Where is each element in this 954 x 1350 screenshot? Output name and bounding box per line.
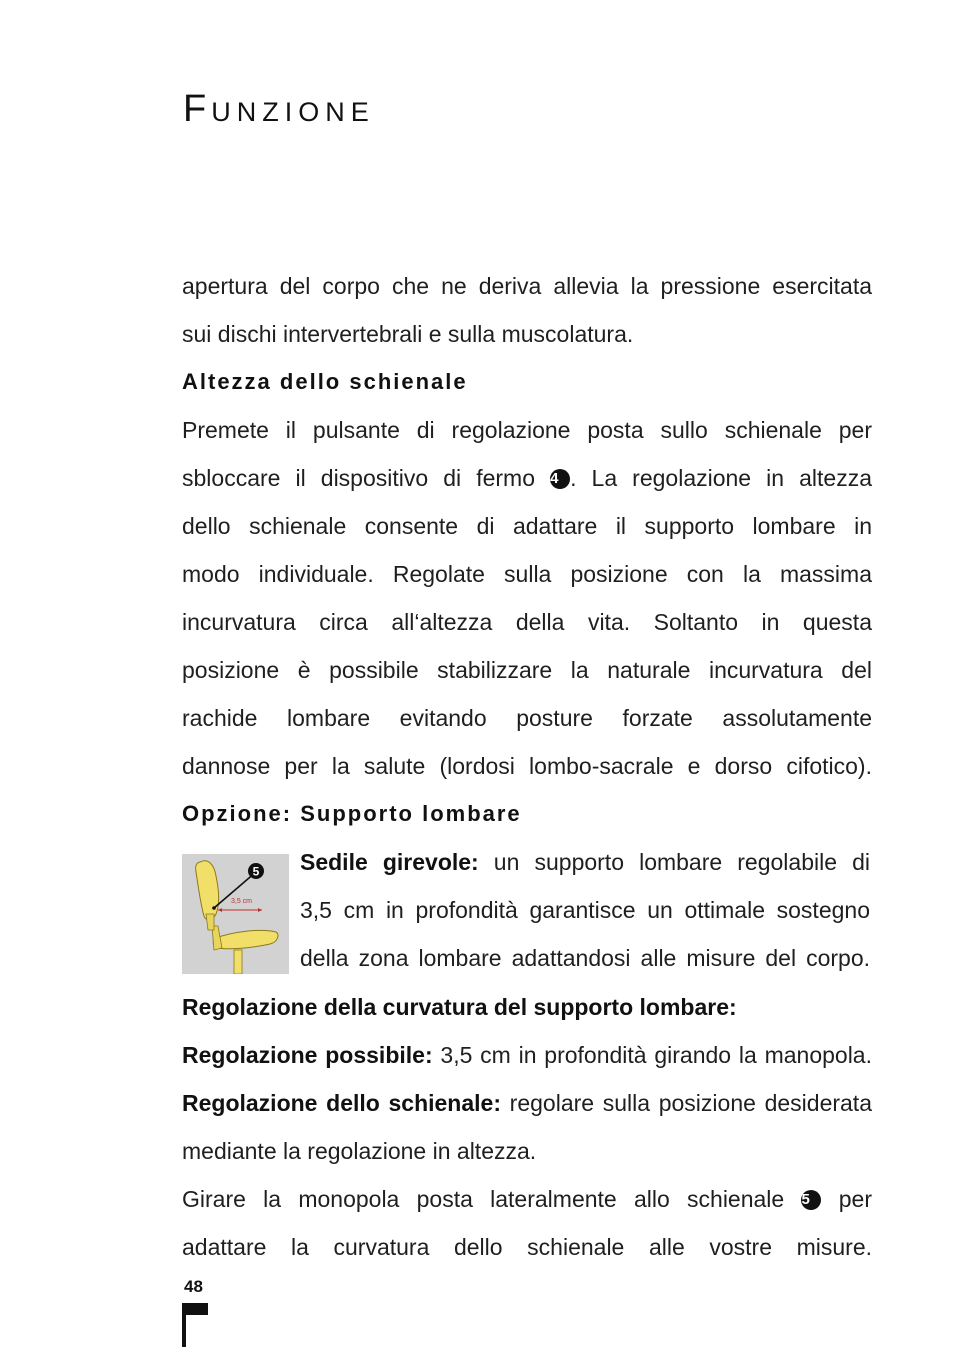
circled-number-5-icon: 5 [252, 864, 260, 879]
corner-mark [182, 1303, 186, 1347]
paragraph-line: rachide lombare evitando posture forzate assolutamente [182, 705, 872, 731]
paragraph-line-swivel [300, 847, 870, 877]
title-initial: F [183, 88, 212, 130]
paragraph-line-knob [182, 1184, 872, 1214]
circled-number-5-icon: 5 [801, 1190, 821, 1210]
paragraph-line: dello schienale consente di adattare il supporto lombare in [182, 513, 872, 539]
section-heading-lumbar-support: Opzione: Supporto lombare [182, 801, 522, 826]
paragraph-line: della zona lombare adattandosi alle misure del corpo. [300, 945, 870, 971]
text-span: per [838, 1186, 872, 1212]
section-heading-backrest-height: Altezza dello schienale [182, 369, 468, 394]
swivel-label: Sedile girevole: [300, 849, 479, 875]
paragraph-line: sui dischi intervertebrali e sulla muscolatura. [182, 321, 634, 347]
curvature-heading: Regolazione della curvatura del supporto lombare: [182, 994, 737, 1020]
paragraph-line-with-marker [182, 463, 872, 493]
paragraph-line-backrest [182, 1088, 872, 1118]
circled-number-4-icon: 4 [550, 469, 570, 489]
page-title [183, 88, 375, 131]
chair-lumbar-support-figure [182, 854, 289, 974]
paragraph-line: posizione è possibile stabilizzare la naturale incurvatura del [182, 657, 872, 683]
paragraph-line: modo individuale. Regolate sulla posizione con la massima [182, 561, 872, 587]
dimension-label: 3,5 cm [231, 898, 253, 905]
paragraph-line: dannose per la salute (lordosi lombo-sacrale e dorso cifotico). [182, 753, 872, 779]
text-span: Girare la monopola posta lateralmente allo schienale [182, 1186, 785, 1212]
paragraph-line: Premete il pulsante di regolazione posta sullo schienale per [182, 417, 872, 443]
possible-label: Regolazione possibile: [182, 1042, 433, 1068]
text-span: 3,5 cm in profondità girando la manopola. [432, 1042, 872, 1068]
text-span: un supporto lombare regolabile di [478, 849, 870, 875]
backrest-label: Regolazione dello schienale: [182, 1090, 501, 1116]
paragraph-line: incurvatura circa all‘altezza della vita. Soltanto in questa [182, 609, 872, 635]
title-rest: UNZIONE [211, 97, 375, 127]
paragraph-line: adattare la curvatura dello schienale alle vostre misure. [182, 1234, 872, 1260]
chair-diagram-icon [182, 854, 289, 974]
paragraph-line: 3,5 cm in profondità garantisce un ottimale sostegno [300, 897, 870, 923]
text-span: . La regolazione in altezza [570, 465, 873, 491]
paragraph-line-possible [182, 1040, 872, 1070]
page-number: 48 [184, 1277, 203, 1296]
paragraph-line: mediante la regolazione in altezza. [182, 1138, 537, 1164]
text-span: regolare sulla posizione desiderata [501, 1090, 872, 1116]
text-span: sbloccare il dispositivo di fermo [182, 465, 535, 491]
paragraph-line: apertura del corpo che ne deriva allevia la pressione esercitata [182, 273, 872, 299]
